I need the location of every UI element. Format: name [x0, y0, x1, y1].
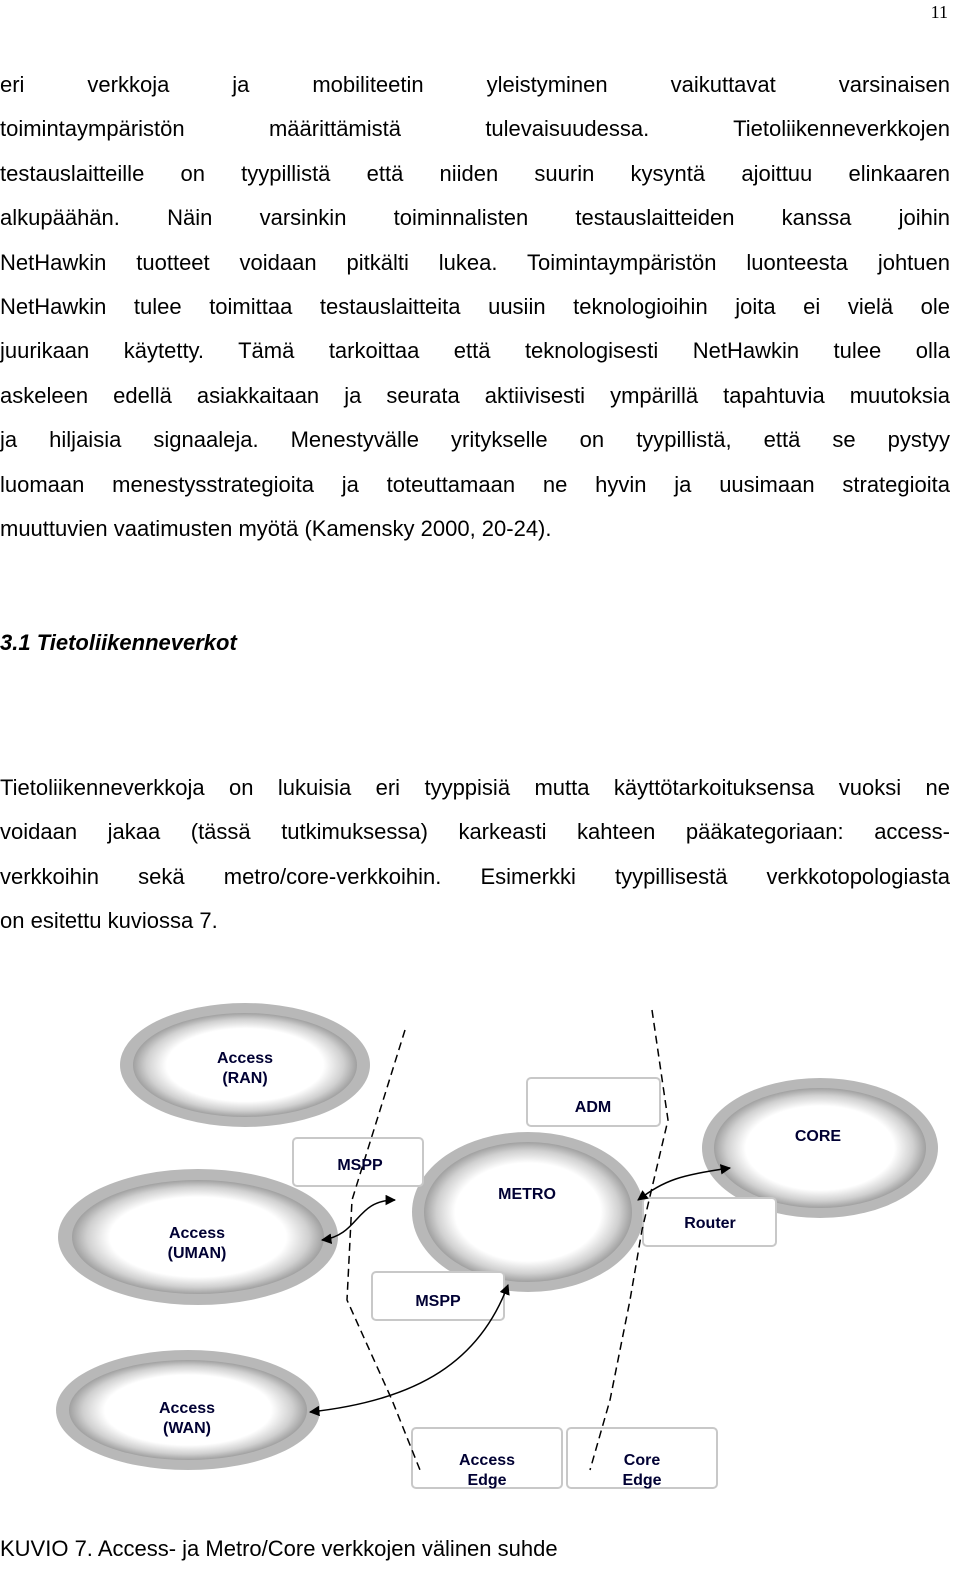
label-access-wan-1: Access — [158, 1400, 216, 1417]
label-access-wan-2: (WAN) — [163, 1420, 211, 1437]
section-heading: 3.1 Tietoliikenneverkot — [0, 630, 237, 655]
text-line: Tietoliikenneverkkoja on lukuisia eri tyyppisiä mutta käyttötarkoituksensa vuoksi ne — [0, 775, 950, 800]
label-access-uman-1: Access — [168, 1225, 226, 1242]
label-access-ran-2: (RAN) — [222, 1070, 268, 1087]
text-line: testauslaitteille on tyypillistä että niiden suurin kysyntä ajoittuu elinkaaren — [0, 160, 950, 186]
label-core: CORE — [794, 1128, 842, 1145]
label-core-edge-2: Edge — [622, 1472, 662, 1489]
label-mspp-top: MSPP — [337, 1157, 383, 1174]
ellipse-metro — [412, 1132, 644, 1292]
label-access-edge-1: Access — [458, 1452, 516, 1469]
figure-caption: KUVIO 7. Access- ja Metro/Core verkkojen välinen suhde — [0, 1536, 558, 1561]
label-access-uman-2: (UMAN) — [167, 1245, 227, 1262]
label-mspp-bottom: MSPP — [415, 1293, 461, 1310]
text-line: toimintaympäristön määrittämistä tulevaisuudessa. Tietoliikenneverkkojen — [0, 116, 950, 142]
text-line: ja hiljaisia signaaleja. Menestyvälle yritykselle on tyypillistä, että se pystyy — [0, 427, 950, 453]
label-access-ran-1: Access — [216, 1050, 274, 1067]
label-core-edge-1: Core — [623, 1452, 661, 1469]
text-line: juurikaan käytetty. Tämä tarkoittaa että teknologisesti NetHawkin tulee olla — [0, 338, 950, 364]
paragraph-1 — [0, 63, 950, 551]
text-line: eri verkkoja ja mobiliteetin yleistyminen vaikuttavat varsinaisen — [0, 72, 950, 97]
text-line: NetHawkin tulee toimittaa testauslaitteita uusiin teknologioihin joita ei vielä ole — [0, 294, 950, 320]
text-line: luomaan menestysstrategioita ja toteuttamaan ne hyvin ja uusimaan strategioita — [0, 471, 950, 497]
text-line: verkkoihin sekä metro/core-verkkoihin. Esimerkki tyypillisestä verkkotopologiasta — [0, 863, 950, 889]
page-number: 11 — [930, 2, 948, 22]
network-topology-figure — [0, 995, 960, 1525]
text-line: NetHawkin tuotteet voidaan pitkälti lukea. Toimintaympäristön luonteesta johtuen — [0, 249, 950, 275]
text-line: askeleen edellä asiakkaitaan ja seurata aktiivisesti ympärillä tapahtuvia muutoksia — [0, 382, 950, 408]
text-line: voidaan jakaa (tässä tutkimuksessa) karkeasti kahteen pääkategoriaan: access- — [0, 819, 950, 845]
text-line: on esitettu kuviossa 7. — [0, 908, 218, 934]
label-router: Router — [684, 1215, 736, 1232]
label-adm: ADM — [574, 1099, 612, 1116]
text-line: muuttuvien vaatimusten myötä (Kamensky 2000, 20-24). — [0, 516, 552, 542]
label-access-edge-2: Edge — [467, 1472, 507, 1489]
paragraph-2 — [0, 766, 950, 944]
text-line: alkupäähän. Näin varsinkin toiminnalisten testauslaitteiden kanssa joihin — [0, 205, 950, 231]
label-metro: METRO — [498, 1186, 556, 1203]
